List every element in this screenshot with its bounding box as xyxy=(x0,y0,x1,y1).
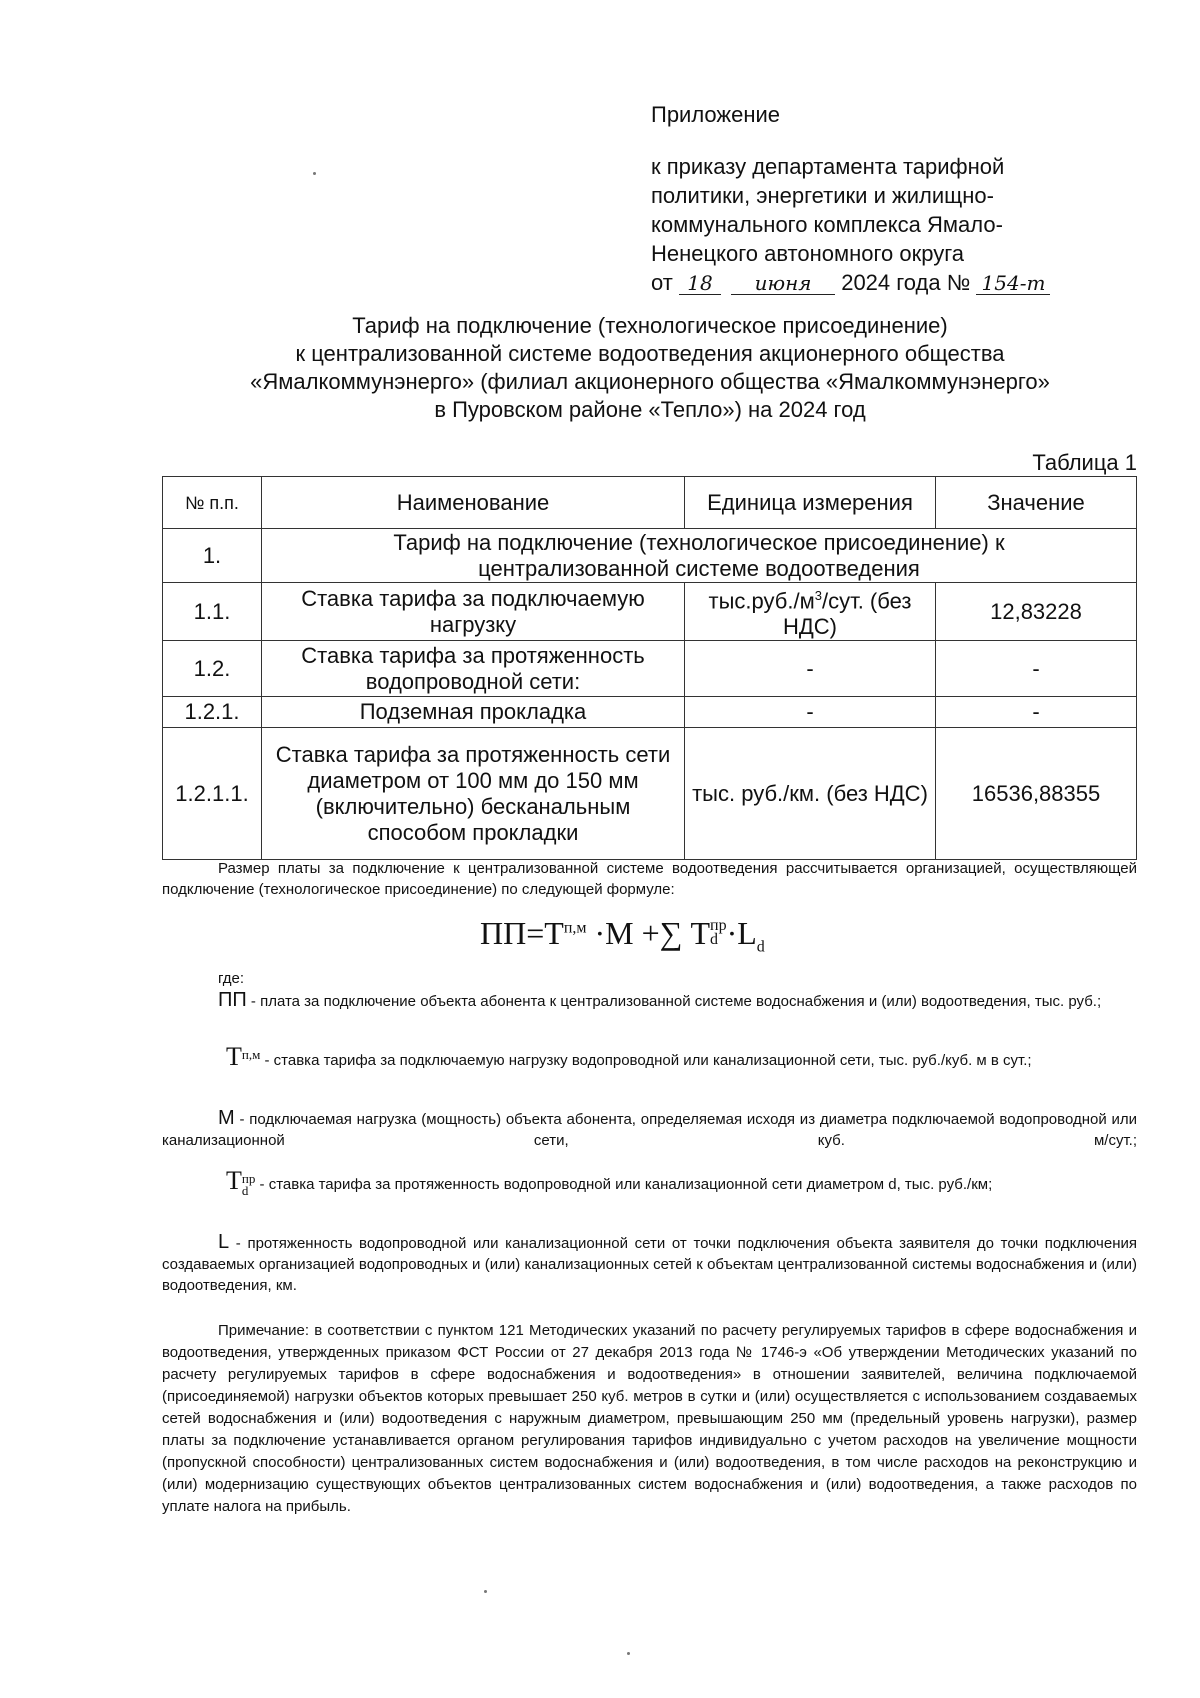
formula-t2-sup: пр xyxy=(710,916,727,934)
cell-section: Тариф на подключение (технологическое присоединение) к централизованной системе водоотведения xyxy=(262,529,1137,583)
cell-num: 1.2.1. xyxy=(163,697,262,728)
unit-text: /сут. (без НДС) xyxy=(782,588,912,640)
cell-unit: - xyxy=(685,641,936,697)
appendix-line: политики, энергетики и жилищно- xyxy=(651,183,994,208)
def-symbol: Т xyxy=(226,1042,242,1071)
def-symbol: ПП xyxy=(218,989,247,1011)
appendix-line: коммунального комплекса Ямало- xyxy=(651,212,1003,237)
formula-t2-sub: d xyxy=(710,930,719,948)
appendix-line: к приказу департамента тарифной xyxy=(651,154,1005,179)
formula-lhs: ПП xyxy=(480,915,527,951)
note-paragraph: Примечание: в соответствии с пунктом 121 Методических указаний по расчету регулируемых тарифов в сфере водоснабжения и водоотведения, утвержденных приказом ФСТ России от 27 декабря 2013 года № 1746-э «Об утверждении Методических указаний по расчету регулируемых тарифов в сфере водоснабжения и водоотведения» в отношении заявителей, величина подключаемой (присоединяемой) нагрузки объектов которых превышает 250 куб. метров в сутки и (или) осуществляется с использованием создаваемых сетей водоснабжения и (или) водоотведения с наружным диаметром, превышающим 250 мм (предельный уровень нагрузки), размер платы за подключение устанавливается органом регулирования тарифов индивидуально с учетом расходов на увеличение мощности (пропускной способности) централизованных систем водоснабжения и (или) водоотведения, в том числе расходов на реконструкцию и (или) модернизацию существующих объектов централизованных систем водоснабжения и (или) водоотведения, а также расходов по уплате налога на прибыль. xyxy=(162,1322,1137,1515)
def-symbol: L xyxy=(218,1231,230,1253)
def-symbol-sup: пр xyxy=(241,1171,256,1187)
cell-name: Ставка тарифа за подключаемую нагрузку xyxy=(262,583,685,641)
def-symbol: М xyxy=(218,1107,235,1129)
where-label: где: xyxy=(218,970,245,987)
scan-speck xyxy=(484,1590,487,1593)
title-line: «Ямалкоммунэнерго» (филиал акционерного общества «Ямалкоммунэнерго» xyxy=(250,369,1050,394)
date-prefix: от xyxy=(651,270,673,295)
table-header-row xyxy=(163,477,1137,529)
def-text: - подключаемая нагрузка (мощность) объекта абонента, определяемая исходя из диаметра подключаемой водопроводной или канализационной сети, куб. м/сут.; xyxy=(162,1111,1138,1149)
header-value: Значение xyxy=(936,477,1137,529)
def-symbol-sub: d xyxy=(241,1183,249,1199)
document-title xyxy=(150,312,1150,424)
cell-unit xyxy=(685,583,936,641)
formula-m: ·М xyxy=(594,915,634,951)
def-text: - плата за подключение объекта абонента к централизованной системе водоснабжения и (или) водоотведения, тыс. руб.; xyxy=(250,993,1102,1010)
appendix-block xyxy=(651,100,1050,297)
formula-eq: = xyxy=(526,915,545,951)
formula-l: ·L xyxy=(726,915,757,951)
header-name: Наименование xyxy=(262,477,685,529)
formula-t2: Т xyxy=(690,915,711,951)
formula-t1-sup: п,м xyxy=(563,919,587,937)
table-label: Таблица 1 xyxy=(1032,450,1137,475)
title-line: к централизованной системе водоотведения акционерного общества xyxy=(295,341,1005,366)
def-symbol: Т xyxy=(226,1166,242,1195)
order-year: 2024 года № xyxy=(841,270,971,295)
title-line: в Пуровском районе «Тепло») на 2024 год xyxy=(434,397,866,422)
cell-value: 12,83228 xyxy=(936,583,1137,641)
cell-value: - xyxy=(936,697,1137,728)
cell-unit: - xyxy=(685,697,936,728)
cell-num: 1.2. xyxy=(163,641,262,697)
table-row xyxy=(163,583,1137,641)
cell-name: Ставка тарифа за протяженность сети диаметром от 100 мм до 150 мм (включительно) бесканальным способом прокладки xyxy=(262,728,685,860)
header-num: № п.п. xyxy=(163,477,262,529)
tariff-table xyxy=(162,476,1137,860)
table-row xyxy=(163,697,1137,728)
formula-plus: + xyxy=(641,915,660,951)
cell-value: 16536,88355 xyxy=(936,728,1137,860)
table-row xyxy=(163,641,1137,697)
scan-speck xyxy=(627,1652,630,1655)
order-month: июня xyxy=(731,272,835,295)
cell-name: Ставка тарифа за протяженность водопроводной сети: xyxy=(262,641,685,697)
cell-value: - xyxy=(936,641,1137,697)
cell-num: 1. xyxy=(163,529,262,583)
def-text: - ставка тарифа за протяженность водопроводной или канализационной сети диаметром d, тыс. руб./км; xyxy=(259,1176,993,1193)
def-text: - протяженность водопроводной или канализационной сети от точки подключения объекта заявителя до точки подключения создаваемых организацией водопроводных и (или) канализационных сетей к объектам централизованной системы водоснабжения и (или) водоотведения, км. xyxy=(162,1235,1137,1294)
def-text: - ставка тарифа за подключаемую нагрузку водопроводной или канализационной сети, тыс. руб./куб. м в сут.; xyxy=(264,1052,1032,1069)
appendix-line: Ненецкого автономного округа xyxy=(651,241,965,266)
formula-t1: Т xyxy=(544,915,564,951)
table-row xyxy=(163,529,1137,583)
title-line: Тариф на подключение (технологическое присоединение) xyxy=(352,313,948,338)
unit-sup: 3 xyxy=(814,588,822,603)
fee-formula xyxy=(480,915,765,956)
definition-item xyxy=(162,1044,1137,1071)
unit-text: тыс.руб./м xyxy=(708,588,815,614)
definition-item xyxy=(162,1232,1137,1296)
scan-speck xyxy=(313,172,316,175)
def-symbol-sup: п,м xyxy=(241,1047,261,1062)
order-date-line xyxy=(651,268,1050,297)
table-row xyxy=(163,728,1137,860)
definition-item xyxy=(162,990,1137,1012)
formula-sum: ∑ xyxy=(659,915,683,951)
cell-num: 1.2.1.1. xyxy=(163,728,262,860)
appendix-title: Приложение xyxy=(651,102,781,127)
cell-num: 1.1. xyxy=(163,583,262,641)
cell-name: Подземная прокладка xyxy=(262,697,685,728)
definition-item xyxy=(162,1166,1137,1199)
formula-l-sub: d xyxy=(756,938,765,956)
definition-item xyxy=(162,1108,1137,1151)
header-unit: Единица измерения xyxy=(685,477,936,529)
cell-unit: тыс. руб./км. (без НДС) xyxy=(685,728,936,860)
formula-intro: Размер платы за подключение к централизованной системе водоотведения рассчитывается организацией, осуществляющей подключение (технологическое присоединение) по следующей формуле: xyxy=(162,860,1137,898)
order-number: 154-т xyxy=(976,272,1050,295)
order-day: 18 xyxy=(679,272,721,295)
